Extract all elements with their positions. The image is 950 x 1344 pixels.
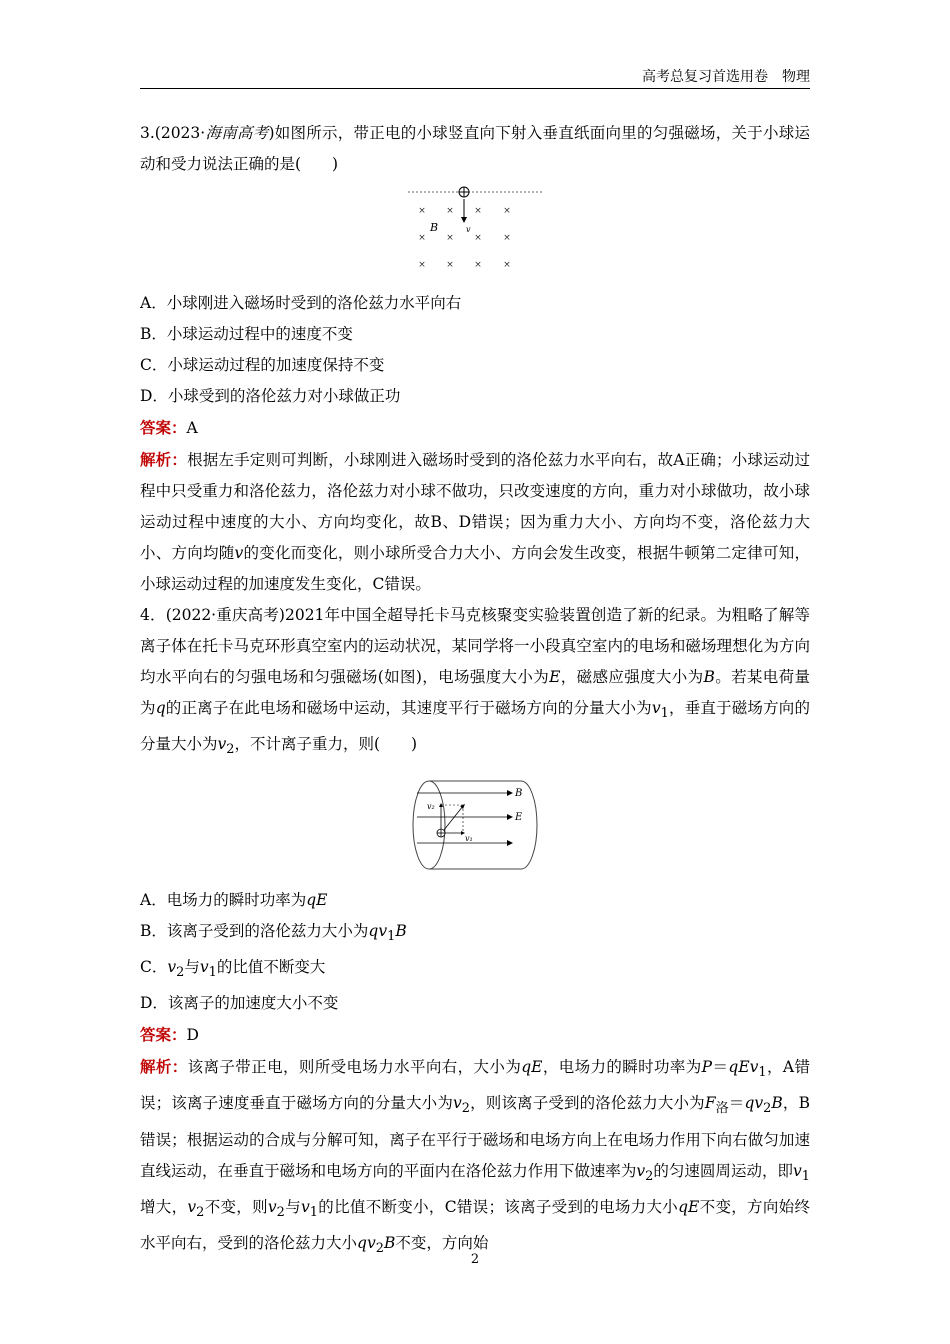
label-B: B (515, 788, 523, 800)
field-mark: × (502, 233, 511, 243)
field-mark: × (445, 233, 454, 243)
label-v2: v₂ (427, 802, 435, 812)
q3-option-a: A．小球刚进入磁场时受到的洛伦兹力水平向右 (140, 294, 462, 312)
q4-analysis: 解析：该离子带正电，则所受电场力水平向右，大小为qE，电场力的瞬时功率为P＝qEv$_1$，A错误；该离子速度垂直于磁场方向的分量大小为$v_2$，则该离子受到的洛伦兹力大小为$F_洛=qv_2B$，B错误；根据运动的合成与分解可知，离子在平行于磁场和电场方向上在电场力作用下向右做匀加速直线运动，在垂直于磁场和电场方向的平面内在洛伦兹力作用下做速率为$v_2$的匀速圆周运动，即$v_1$增大，$v_2$不变，则$v_2$与$v_1$的比值不断变小，C错误；该离子受到的电场力大小qE不变，方向始终水平向右，受到的洛伦兹力大小$qv_2B$不变，方向始 (140, 1057, 810, 1256)
document-body (140, 118, 810, 1264)
label-E: E (515, 812, 523, 824)
field-mark: × (445, 260, 454, 270)
q3-option-d: D．小球受到的洛伦兹力对小球做正功 (140, 387, 401, 405)
question-3-stem: 3.(2023·海南高考)如图所示，带正电的小球竖直向下射入垂直纸面向里的匀强磁场，关于小球运动和受力说法正确的是( ) (140, 124, 810, 173)
field-mark: × (445, 206, 454, 216)
page-header (140, 66, 810, 89)
page-number: 2 (470, 1252, 480, 1267)
field-mark: × (473, 260, 482, 270)
field-mark: × (417, 233, 426, 243)
q3-option-c: C．小球运动过程的加速度保持不变 (140, 356, 385, 374)
label-B: B (429, 221, 438, 234)
question-4-stem: 4．(2022·重庆高考)2021年中国全超导托卡马克核聚变实验装置创造了新的纪录。为粗略了解等离子体在托卡马克环形真空室内的运动状况，某同学将一小段真空室内的电场和磁场理想化为方向均水平向右的匀强电场和匀强磁场(如图)，电场强度大小为E，磁感应强度大小为B。若某电荷量为q的正离子在此电场和磁场中运动，其速度平行于磁场方向的分量大小为$v_1$，垂直于磁场方向的分量大小为$v_2$，不计离子重力，则( ) (140, 606, 810, 758)
field-mark: × (473, 233, 482, 243)
q4-tokamak-field-figure (411, 775, 539, 875)
q3-magnetic-field-figure (408, 186, 543, 282)
cylinder-left-end (413, 781, 445, 869)
cylinder-right-end (521, 781, 537, 869)
header-title: 高考总复习首选用卷 物理 (642, 69, 810, 85)
resultant-arrow (444, 806, 463, 830)
q4-option-a: A．电场力的瞬时功率为qE (140, 891, 328, 910)
q3-option-b: B．小球运动过程中的速度不变 (140, 325, 353, 343)
q4-answer: 答案：D (140, 1025, 199, 1045)
label-v: v (465, 225, 471, 234)
q3-analysis: 解析：根据左手定则可判断，小球刚进入磁场时受到的洛伦兹力水平向右，故A正确；小球运动过程中只受重力和洛伦兹力，洛伦兹力对小球不做功，只改变速度的方向，重力对小球做功，故小球运动过程中速度的大小、方向均变化，故B、D错误；因为重力大小、方向均不变，洛伦兹力大小、方向均随v的变化而变化，则小球所受合力大小、方向会发生改变，根据牛顿第二定律可知，小球运动过程的加速度发生变化，C错误。 (140, 450, 810, 593)
q4-option-c: C．$v_2$与$v_1$的比值不断变大 (140, 958, 326, 981)
q3-answer: 答案：A (140, 418, 198, 437)
field-mark: × (417, 206, 426, 216)
q4-option-d: D．该离子的加速度大小不变 (140, 994, 339, 1013)
field-mark: × (502, 260, 511, 270)
field-mark: × (417, 260, 426, 270)
field-mark: × (473, 206, 482, 216)
label-v1: v₁ (465, 834, 473, 844)
field-mark: × (502, 206, 511, 216)
q4-option-b: B．该离子受到的洛伦兹力大小为$qv_1B$ (140, 922, 407, 945)
